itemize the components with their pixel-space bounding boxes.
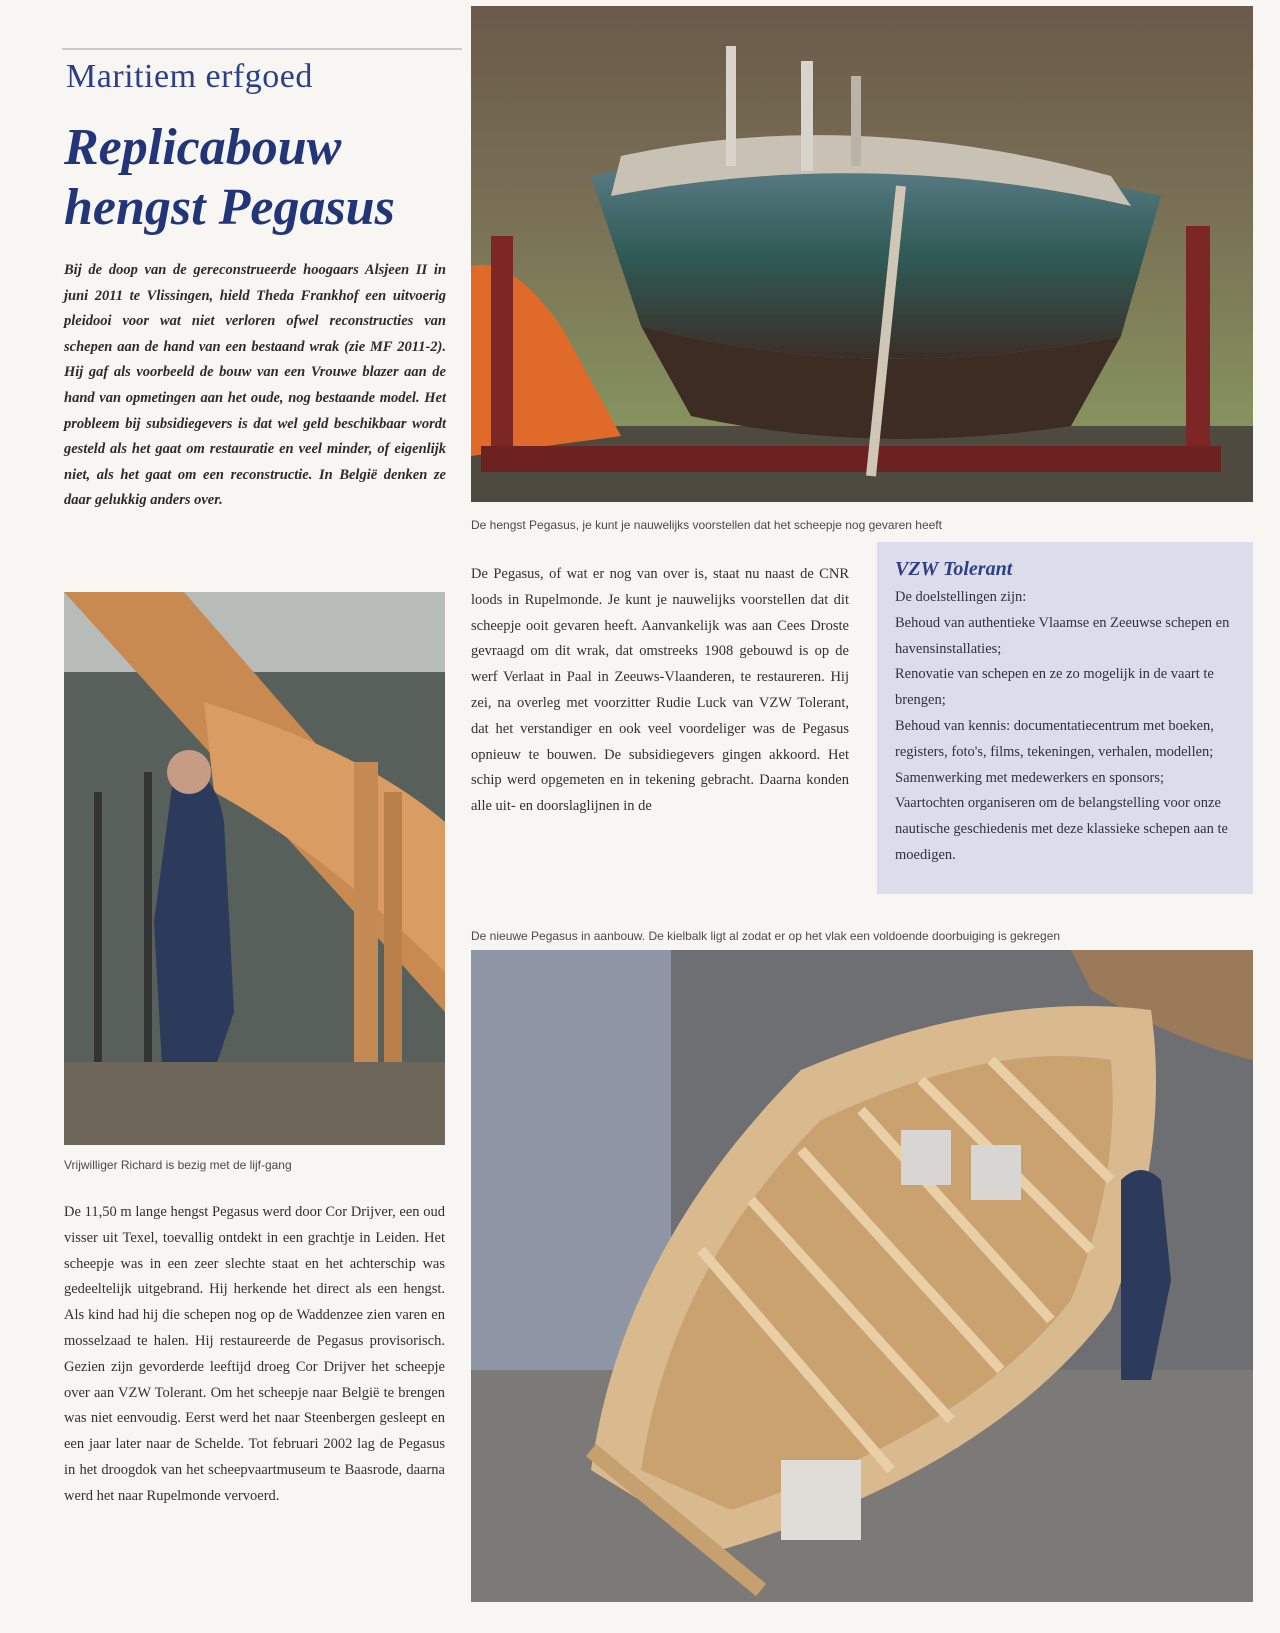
photo-worker-ladder (64, 592, 445, 1145)
sidebar-line: Behoud van kennis: documentatiecentrum met boeken, registers, foto's, films, tekeningen, verhalen, modellen; (895, 717, 1214, 760)
caption-new-frame: De nieuwe Pegasus in aanbouw. De kielbalk ligt al zodat er op het vlak een voldoende doorbuiging is gekregen (471, 929, 1061, 943)
sidebar-line: Renovatie van schepen en ze zo mogelijk in de vaart te brengen; (895, 666, 1214, 709)
headline-line-2: hengst Pegasus (64, 179, 395, 236)
sidebar-line: Behoud van authentieke Vlaamse en Zeeuwse schepen en havensinstallaties; (895, 614, 1230, 657)
sidebar-line: De doelstellingen zijn: (895, 589, 1027, 605)
sidebar-box (877, 542, 1253, 894)
header-rule (62, 48, 462, 50)
body-text-left: De 11,50 m lange hengst Pegasus werd door Cor Drijver, een oud visser uit Texel, toevallig ontdekt in een grachtje in Leiden. Het scheepje was in een zeer slechte staat en het achterschip was gedeeltelijk uitgebrand. Hij herkende het direct als een hengst. Als kind had hij die schepen nog op de Waddenzee zien varen en mosselzaad te halen. Hij restaureerde de Pegasus provisorisch. Gezien zijn gevorderde leeftijd droeg Cor Drijver het scheepje over aan VZW Tolerant. Om het scheepje naar België te brengen was niet eenvoudig. Eerst werd het naar Steenbergen gesleept en een jaar later naar de Schelde. Tot februari 2002 lag de Pegasus in het droogdok van het scheepvaartmuseum te Baasrode, daarna werd het naar Rupelmonde vervoerd. (64, 1204, 445, 1504)
article-headline (64, 118, 464, 238)
sidebar-title: VZW Tolerant (895, 558, 1013, 580)
body-text-middle: De Pegasus, of wat er nog van over is, staat nu naast de CNR loods in Rupelmonde. Je kunt je nauwelijks voorstellen dat dit scheepje ooit gevaren heeft. Aanvankelijk was aan Cees Droste gevraagd om dit wrak, dat omstreeks 1908 gebouwd is op de werf Verlaat in Paal in Zeeuws-Vlaanderen, te restaureren. Hij zei, na overleg met voorzitter Rudie Luck van VZW Tolerant, dat het verstandiger en ook veel voordeliger was de Pegasus opnieuw te bouwen. De subsidiegevers gingen akkoord. Het schip werd opgemeten en in tekening gebracht. Daarna konden alle uit- en doorslaglijnen in de (471, 566, 849, 815)
photo-old-hull (471, 6, 1253, 502)
sidebar-line: Samenwerking met medewerkers en sponsors; (895, 769, 1164, 786)
sidebar-text (895, 585, 1237, 869)
article-intro: Bij de doop van de gereconstrueerde hoogaars Alsjeen II in juni 2011 te Vlissingen, hield Theda Frankhof een uitvoerig pleidooi voor wat niet verloren ofwel reconstructies van schepen aan de hand van een bestaand wrak (zie MF 2011-2). Hij gaf als voorbeeld de bouw van een Vrouwe blazer aan de hand van opmetingen aan het oude, nog bestaande model. Het probleem bij subsidiegevers is dat wel geld beschikbaar wordt gesteld als het gaat om restauratie en veel minder, of eigenlijk niet, als het gaat om een reconstructie. In België denken ze daar gelukkig anders over. (64, 262, 446, 509)
section-kicker: Maritiem erfgoed (66, 58, 313, 95)
caption-worker: Vrijwilliger Richard is bezig met de lijf-gang (64, 1158, 292, 1172)
headline-line-1: Replicabouw (64, 119, 342, 176)
photo-new-frame (471, 950, 1253, 1602)
sidebar-line: Vaartochten organiseren om de belangstelling voor onze nautische geschiedenis met deze klassieke schepen aan te moedigen. (895, 795, 1228, 863)
caption-old-hull: De hengst Pegasus, je kunt je nauwelijks voorstellen dat het scheepje nog gevaren heeft (471, 518, 942, 532)
